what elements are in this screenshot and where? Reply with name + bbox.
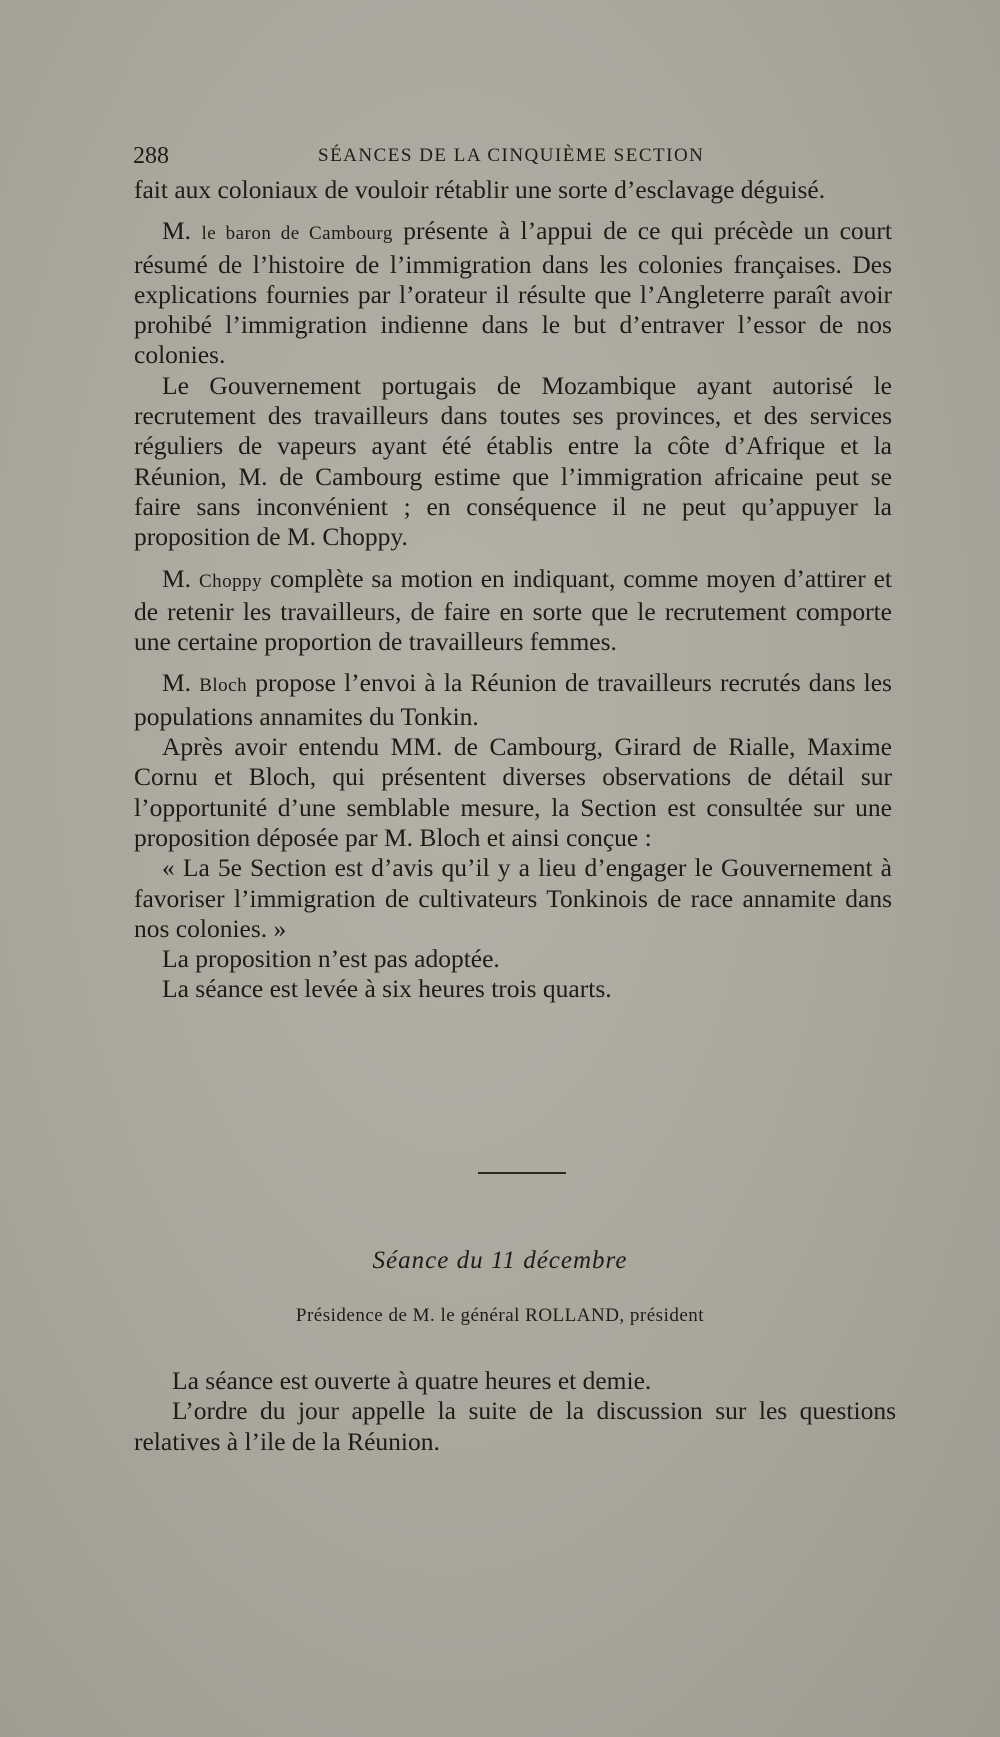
paragraph: La proposition n’est pas adoptée.: [162, 944, 500, 974]
paragraph-text: propose l’envoi à la Réunion de travailleurs recrutés dans les populations annamites du Tonkin.: [134, 668, 892, 731]
session-title: Séance du 11 décembre: [372, 1247, 628, 1274]
paragraph: [134, 216, 892, 370]
paragraph: La séance est ouverte à quatre heures et demie.: [172, 1366, 652, 1395]
speaker-name: le baron de Cambourg: [201, 223, 393, 245]
paragraph-text: présente à l’appui de ce qui précède un court résumé de l’histoire de l’immigration dans les colonies françaises. Des explications fournies par l’orateur il résulte que l’Angleterre paraît avoir prohibé l’immigration indienne dans le but d’entraver l’essor de nos colonies.: [134, 216, 893, 370]
section-divider: [478, 1172, 566, 1174]
speaker-name: Bloch: [199, 675, 248, 697]
speaker-prefix: M.: [162, 216, 202, 246]
paragraph: La séance est levée à six heures trois quarts.: [162, 974, 612, 1004]
paragraph: fait aux coloniaux de vouloir rétablir une sorte d’esclavage déguisé.: [134, 175, 826, 204]
body-text-2: [134, 1366, 896, 1457]
speaker-prefix: M.: [162, 563, 199, 593]
paragraph-text: complète sa motion en indiquant, comme moyen d’attirer et de retenir les travailleurs, de faire en sorte que le recrutement comporte une certaine proportion de travailleurs femmes.: [134, 563, 892, 657]
paragraph: Après avoir entendu MM. de Cambourg, Girard de Rialle, Maxime Cornu et Bloch, qui présentent diverses observations de détail sur l’opportunité d’une semblable mesure, la Section est consultée sur une proposition déposée par M. Bloch et ainsi conçue :: [134, 732, 892, 852]
paragraph: [134, 668, 892, 732]
paragraph: [134, 564, 892, 658]
speaker-name: Choppy: [198, 570, 263, 592]
body-text: [134, 175, 892, 1005]
paragraph: « La 5e Section est d’avis qu’il y a lieu d’engager le Gouvernement à favoriser l’immigration de cultivateurs Tonkinois de race annamite dans nos colonies. »: [134, 853, 892, 943]
presidency-line: Présidence de M. le général ROLLAND, président: [295, 1305, 705, 1326]
speaker-prefix: M.: [162, 668, 200, 698]
running-head: [133, 143, 893, 169]
paragraph: L’ordre du jour appelle la suite de la discussion sur les questions relatives à l’ile de la Réunion.: [134, 1396, 896, 1456]
page-number: 288: [133, 143, 169, 169]
paragraph: Le Gouvernement portugais de Mozambique ayant autorisé le recrutement des travailleurs dans toutes ses provinces, et des services réguliers de vapeurs ayant été établis entre la côte d’Afrique et la Réunion, M. de Cambourg estime que l’immigration africaine peut se faire sans inconvénient ; en conséquence il ne peut qu’appuyer la proposition de M. Choppy.: [134, 370, 892, 552]
running-title: SÉANCES DE LA CINQUIÈME SECTION: [318, 145, 705, 166]
